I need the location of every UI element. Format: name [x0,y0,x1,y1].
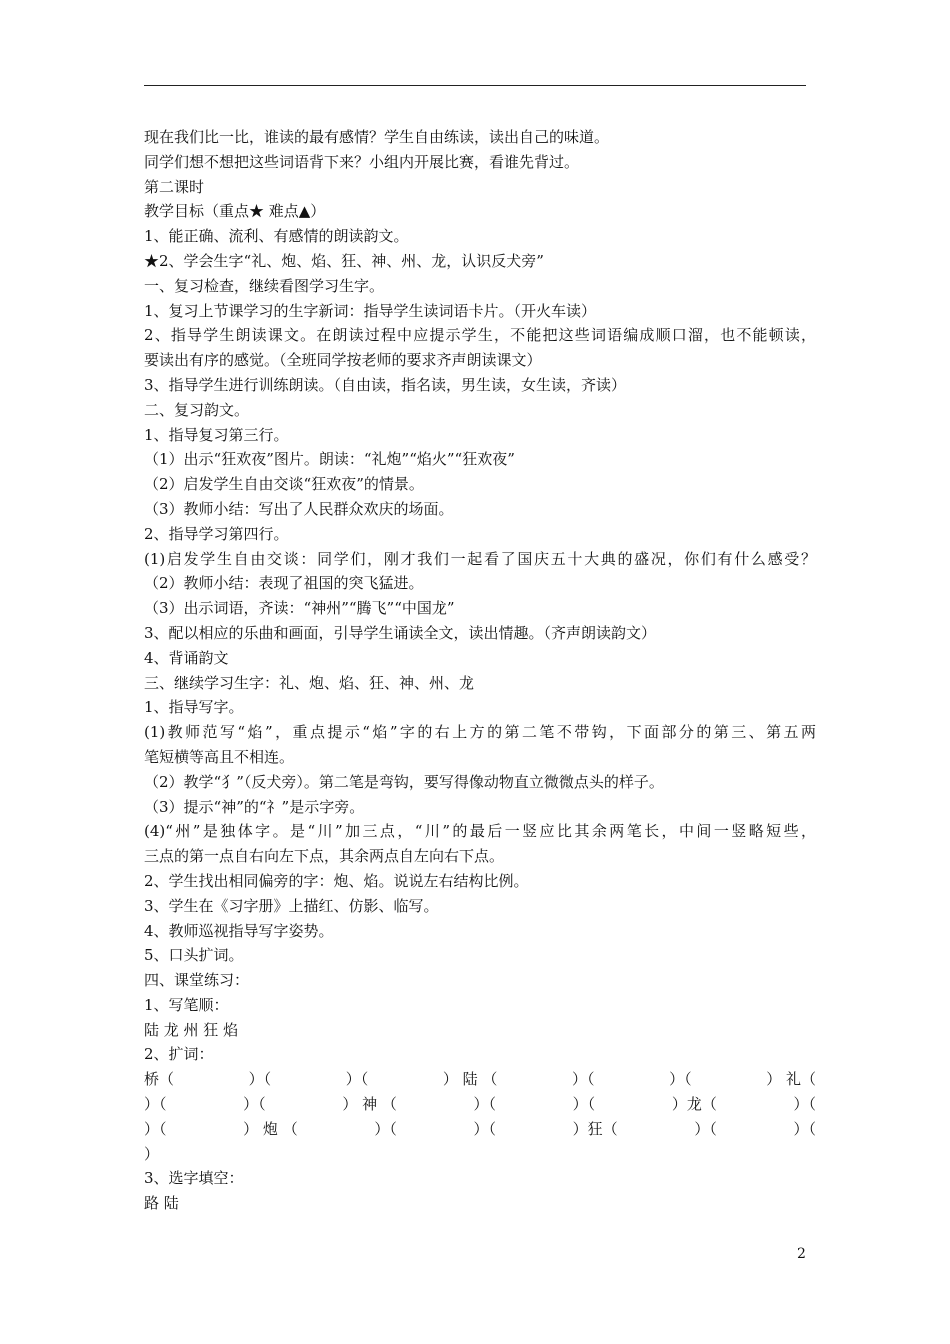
blank-cell: ）龙（ [671,1095,717,1114]
document-body [144,125,816,1216]
text-line: 现在我们比一比，谁读的最有感情？学生自由练读，读出自己的味道。 [144,128,610,146]
text-line: 笔短横等高且不相连。 [144,747,295,766]
text-line: （3）出示词语，齐读：“神州”“腾飞”“中国龙” [144,599,455,618]
section-heading: 四、课堂练习： [144,971,250,990]
text-line: 1、复习上节课学习的生字新词：指导学生读词语卡片。（开火车读） [144,301,597,320]
blank-cell: ） 礼（ [766,1070,816,1089]
text-line: 1、写笔顺： [144,995,229,1014]
section-heading: 一、复习检查，继续看图学习生字。 [144,276,385,295]
text-line: 3、指导学生进行训练朗读。（自由读，指名读，男生读，女生读，齐读） [144,375,627,394]
blank-cell: ）（ [243,1095,266,1114]
blank-cell: 桥（ [144,1070,175,1089]
text-line: （2）启发学生自由交谈“狂欢夜”的情景。 [144,475,424,494]
blank-cell: ）（ [793,1095,816,1114]
blank-cell: ）（ [571,1070,595,1089]
text-line: (1)教师范写“焰”，重点提示“焰”字的右上方的第二笔不带钩，下面部分的第三、第五两 [144,723,816,742]
text-line: (1)启发学生自由交谈：同学们，刚才我们一起看了国庆五十大典的盛况，你们有什么感受？ [144,549,816,568]
blank-cell: ） 陆 （ [442,1070,498,1089]
text-line: 1、能正确、流利、有感情的朗读韵文。 [144,227,409,246]
text-line: 2、指导学生朗读课文。在朗读过程中应提示学生，不能把这些词语编成顺口溜，也不能顿读， [144,326,816,345]
blank-cell: ）（ [473,1095,497,1114]
text-line: 2、扩词： [144,1045,214,1064]
word-expansion-row [144,1067,816,1092]
blank-cell: ） 神 （ [342,1095,397,1114]
text-line: 4、背诵韵文 [144,648,229,667]
text-line: （2）教学“犭”（反犬旁）。第二笔是弯钩，要写得像动物直立微微点头的样子。 [144,772,664,791]
text-line: 3、选字填空： [144,1169,244,1188]
text-line: 同学们想不想把这些词语背下来？小组内开展比赛，看谁先背过。 [144,152,580,171]
blank-cell: ）（ [473,1119,497,1138]
blank-cell: ）（ [694,1119,717,1138]
text-line: ） [144,1144,160,1163]
text-line: 要读出有序的感觉。（全班同学按老师的要求齐声朗读课文） [144,351,542,370]
blank-cell: ）（ [793,1119,816,1138]
blank-cell: ）（ [374,1119,397,1138]
blank-cell: ）（ [572,1095,596,1114]
text-line: 1、指导复习第三行。 [144,425,289,444]
word-expansion-row [144,1092,816,1117]
page-number: 2 [797,1246,806,1262]
blank-cell: ）（ [248,1070,272,1089]
blank-cell: ）（ [144,1119,167,1138]
text-line: 2、学生找出相同偏旁的字：炮、焰。说说左右结构比例。 [144,871,529,890]
text-line: ★2、学会生字“礼、炮、焰、狂、神、州、龙，认识反犬旁” [144,251,544,270]
text-line: （1）出示“狂欢夜”图片。朗读：“礼炮”“焰火”“狂欢夜” [144,450,515,469]
text-line: （3）提示“神”的“礻”是示字旁。 [144,797,365,816]
section-heading: 三、继续学习生字：礼、炮、焰、狂、神、州、龙 [144,673,475,692]
blank-cell: ）（ [144,1095,167,1114]
stroke-order-characters: 陆 龙 州 狂 焰 [144,1020,239,1039]
text-line: 2、指导学习第四行。 [144,524,289,543]
blank-cell: ）（ [669,1070,692,1089]
text-line: (4)“州”是独体字。是“川”加三点，“川”的最后一竖应比其余两笔长，中间一竖略短些， [144,822,816,841]
word-expansion-row [144,1117,816,1142]
fill-in-characters: 路 陆 [144,1194,179,1213]
blank-cell: ）（ [345,1070,369,1089]
section-heading: 二、复习韵文。 [144,400,250,419]
text-line: 3、学生在《习字册》上描红、仿影、临写。 [144,896,439,915]
text-line: 1、指导写字。 [144,698,244,717]
text-line: 5、口头扩词。 [144,946,244,965]
text-line: 4、教师巡视指导写字姿势。 [144,921,334,940]
text-line: （3）教师小结：写出了人民群众欢庆的场面。 [144,499,454,518]
header-rule [144,85,806,86]
objectives-heading: 教学目标（重点★ 难点▲） [144,202,326,221]
blank-cell: ） 炮 （ [243,1119,298,1138]
lesson-heading: 第二课时 [144,177,205,196]
text-line: 三点的第一点自右向左下点，其余两点自左向右下点。 [144,847,505,866]
blank-cell: ）狂（ [572,1119,618,1138]
text-line: （2）教师小结：表现了祖国的突飞猛进。 [144,574,424,593]
text-line: 3、配以相应的乐曲和画面，引导学生诵读全文，读出情趣。（齐声朗读韵文） [144,623,657,642]
